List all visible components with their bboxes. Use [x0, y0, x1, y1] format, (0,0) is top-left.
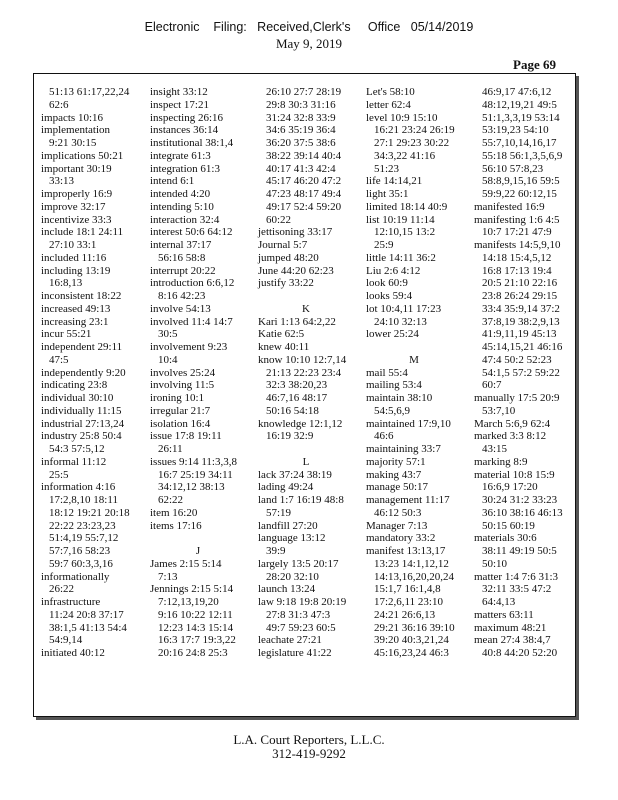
index-line: 36:10 38:16 46:13: [482, 506, 563, 519]
index-line: look 60:9: [366, 277, 408, 290]
index-line: 8:16 42:23: [158, 290, 206, 302]
index-line: 15:1,7 16:1,4,8: [374, 583, 441, 596]
index-line: 22:22 23:23,23: [49, 519, 116, 532]
index-line: 27:10 33:1: [49, 239, 97, 251]
index-line: 47:23 48:17 49:4: [266, 188, 342, 200]
index-line: 18:12 19:21 20:18: [49, 506, 130, 519]
index-line: incur 55:21: [41, 328, 92, 341]
index-line: internal 37:17: [150, 239, 212, 251]
index-line: list 10:19 11:14: [366, 213, 435, 226]
index-line: involves 25:24: [150, 366, 216, 379]
index-line: 40:8 44:20 52:20: [482, 647, 558, 659]
index-line: mandatory 33:2: [366, 532, 436, 545]
index-line: insight 33:12: [150, 86, 208, 98]
index-line: isolation 16:4: [150, 417, 211, 430]
index-line: 12:23 14:3 15:14: [158, 621, 234, 634]
index-line: include 18:1 24:11: [41, 226, 124, 239]
index-line: 33:13: [49, 175, 75, 188]
index-line: 45:17 46:20 47:2: [266, 175, 342, 188]
index-line: incentivize 33:3: [41, 213, 112, 226]
index-line: 31:24 32:8 33:9: [266, 111, 336, 124]
index-line: 37:8,19 38:2,9,13: [482, 315, 560, 328]
index-line: 32:11 33:5 47:2: [482, 583, 552, 596]
index-line: interest 50:6 64:12: [150, 226, 233, 239]
index-line: 30:24 31:2 33:23: [482, 494, 558, 506]
index-line: 47:5: [49, 353, 69, 366]
index-line: interrupt 20:22: [150, 264, 216, 277]
index-line: 55:7,10,14,16,17: [482, 137, 557, 149]
index-line: 16:8,13: [49, 277, 83, 290]
index-line: land 1:7 16:19 48:8: [258, 494, 344, 506]
index-line: 48:12,19,21 49:5: [482, 98, 557, 111]
index-line: knowledge 12:1,12: [258, 417, 343, 430]
index-letter-heading: K: [302, 302, 310, 315]
index-line: 39:20 40:3,21,24: [374, 634, 449, 647]
index-line: lading 49:24: [258, 481, 314, 494]
index-line: 34:6 35:19 36:4: [266, 124, 336, 137]
index-line: marked 3:3 8:12: [474, 430, 547, 443]
index-line: 17:2,6,11 23:10: [374, 596, 443, 608]
index-line: integrate 61:3: [150, 149, 211, 162]
index-line: maintain 38:10: [366, 392, 433, 404]
index-line: 46:9,17 47:6,12: [482, 86, 552, 98]
index-line: included 11:16: [41, 251, 107, 264]
index-line: 25:9: [374, 239, 394, 251]
index-line: maintained 17:9,10: [366, 417, 451, 430]
index-line: 46:12 50:3: [374, 506, 422, 519]
index-line: 7:13: [158, 570, 178, 583]
index-line: increased 49:13: [41, 302, 111, 315]
index-line: management 11:17: [366, 494, 450, 506]
index-line: 59:7 60:3,3,16: [49, 557, 113, 570]
index-line: jettisoning 33:17: [258, 226, 333, 239]
index-line: Liu 2:6 4:12: [366, 264, 421, 277]
index-line: 39:9: [266, 545, 286, 557]
index-line: indicating 23:8: [41, 379, 108, 392]
index-line: manually 17:5 20:9: [474, 392, 560, 404]
index-line: institutional 38:1,4: [150, 137, 234, 149]
index-line: 50:15 60:19: [482, 519, 535, 532]
index-column-3: [258, 86, 354, 660]
index-line: majority 57:1: [366, 455, 426, 468]
index-line: justify 33:22: [258, 277, 314, 290]
index-line: 62:22: [158, 494, 184, 506]
index-line: 34:3,22 41:16: [374, 149, 436, 162]
index-line: implementation: [41, 124, 111, 137]
index-line: 16:19 32:9: [266, 430, 314, 443]
index-line: involving 11:5: [150, 379, 215, 392]
index-line: introduction 6:6,12: [150, 277, 235, 290]
index-line: 50:10: [482, 557, 508, 570]
index-line: manifesting 1:6 4:5: [474, 213, 560, 226]
index-letter-heading: J: [195, 545, 201, 557]
index-line: limited 18:14 40:9: [366, 200, 448, 213]
index-line: 51:1,3,3,19 53:14: [482, 111, 560, 124]
index-line: 45:16,23,24 46:3: [374, 647, 449, 659]
index-line: 51:4,19 55:7,12: [49, 532, 119, 545]
index-line: 49:17 52:4 59:20: [266, 200, 342, 213]
index-line: 12:10,15 13:2: [374, 226, 436, 239]
index-line: 46:6: [374, 430, 394, 443]
index-line: independently 9:20: [41, 366, 126, 379]
index-line: involve 54:13: [150, 302, 211, 315]
index-line: 49:7 59:23 60:5: [266, 621, 336, 634]
index-line: 60:7: [482, 379, 502, 392]
index-line: 58:8,9,15,16 59:5: [482, 175, 560, 188]
index-line: 60:22: [266, 213, 292, 226]
index-line: 33:4 35:9,14 37:2: [482, 302, 560, 315]
index-line: 10:4: [158, 353, 178, 366]
index-letter-heading: M: [409, 353, 419, 366]
blank-line: [258, 443, 354, 456]
index-line: 16:8 17:13 19:4: [482, 264, 552, 277]
index-line: Let's 58:10: [366, 86, 415, 98]
index-line: jumped 48:20: [258, 251, 319, 264]
index-line: 25:5: [49, 468, 69, 481]
index-line: knew 40:11: [258, 341, 310, 353]
index-line: individual 30:10: [41, 392, 114, 404]
index-line: irregular 21:7: [150, 404, 211, 417]
index-line: intended 4:20: [150, 188, 211, 200]
index-line: 50:16 54:18: [266, 404, 319, 417]
index-line: level 10:9 15:10: [366, 111, 438, 124]
index-line: industrial 27:13,24: [41, 417, 125, 430]
index-line: mailing 53:4: [366, 379, 422, 392]
index-line: manifests 14:5,9,10: [474, 239, 561, 251]
index-line: 57:7,16 58:23: [49, 545, 111, 557]
index-line: 62:6: [49, 98, 69, 111]
index-line: materials 30:6: [474, 532, 537, 545]
index-line: mail 55:4: [366, 366, 408, 379]
index-line: 56:10 57:8,23: [482, 162, 544, 175]
index-line: 17:2,8,10 18:11: [49, 494, 118, 506]
index-line: 54:5,6,9: [374, 404, 411, 417]
filing-date: May 9, 2019: [275, 36, 343, 51]
index-line: maintaining 33:7: [366, 443, 441, 455]
index-line: life 14:14,21: [366, 175, 423, 188]
index-line: intend 6:1: [150, 175, 195, 188]
index-line: 45:14,15,21 46:16: [482, 341, 563, 353]
index-line: largely 13:5 20:17: [258, 557, 339, 570]
index-line: 20:5 21:10 22:16: [482, 277, 558, 290]
index-line: leachate 27:21: [258, 634, 322, 647]
index-line: matter 1:4 7:6 31:3: [474, 570, 559, 583]
index-line: legislature 41:22: [258, 647, 332, 659]
index-line: 24:10 32:13: [374, 315, 427, 328]
index-line: independent 29:11: [41, 341, 123, 353]
index-line: manifest 13:13,17: [366, 545, 446, 557]
index-line: instances 36:14: [150, 124, 219, 137]
index-line: 40:17 41:3 42:4: [266, 162, 336, 175]
index-line: 53:7,10: [482, 404, 516, 417]
index-line: 26:10 27:7 28:19: [266, 86, 342, 98]
index-line: 28:20 32:10: [266, 570, 319, 583]
index-line: including 13:19: [41, 264, 111, 277]
index-line: 47:4 50:2 52:23: [482, 353, 552, 366]
index-line: impacts 10:16: [41, 111, 104, 124]
index-line: issue 17:8 19:11: [150, 430, 222, 443]
index-line: little 14:11 36:2: [366, 251, 436, 264]
index-line: infrastructure: [41, 596, 101, 608]
index-line: manage 50:17: [366, 481, 429, 494]
index-line: 38:22 39:14 40:4: [266, 149, 342, 162]
index-line: 36:20 37:5 38:6: [266, 137, 336, 149]
index-line: Journal 5:7: [258, 239, 308, 251]
index-line: 26:22: [49, 583, 75, 596]
index-line: 38:1,5 41:13 54:4: [49, 621, 127, 634]
index-column-4: [366, 86, 462, 660]
filing-stamp: Electronic Filing: Received,Clerk's Office 05/14/2019: [144, 20, 474, 34]
blank-line: [366, 341, 462, 354]
index-line: matters 63:11: [474, 608, 534, 621]
index-line: implications 50:21: [41, 149, 124, 162]
index-line: 27:8 31:3 47:3: [266, 608, 331, 621]
index-line: material 10:8 15:9: [474, 468, 555, 481]
index-line: inspecting 26:16: [150, 111, 224, 124]
index-line: informationally: [41, 570, 110, 583]
index-column-5: [474, 86, 570, 660]
index-line: issues 9:14 11:3,3,8: [150, 455, 237, 468]
index-line: initiated 40:12: [41, 647, 105, 659]
index-line: 10:7 17:21 47:9: [482, 226, 552, 239]
index-line: law 9:18 19:8 20:19: [258, 596, 347, 608]
index-line: launch 13:24: [258, 583, 316, 596]
index-line: 38:11 49:19 50:5: [482, 545, 557, 557]
blank-line: [150, 532, 246, 545]
index-column-2: [150, 86, 246, 660]
index-line: 24:21 26:6,13: [374, 608, 436, 621]
index-line: 46:7,16 48:17: [266, 392, 328, 404]
index-line: 32:3 38:20,23: [266, 379, 328, 392]
index-line: 54:9,14: [49, 634, 83, 647]
court-reporter-name: L.A. Court Reporters, L.L.C.: [233, 732, 385, 747]
index-line: March 5:6,9 62:4: [474, 417, 551, 430]
index-line: integration 61:3: [150, 162, 220, 175]
index-line: 26:11: [158, 443, 183, 455]
index-line: 16:21 23:24 26:19: [374, 124, 455, 137]
index-line: 43:15: [482, 443, 508, 455]
index-line: 7:12,13,19,20: [158, 596, 219, 608]
index-column-1: [41, 86, 137, 660]
index-line: James 2:15 5:14: [150, 557, 222, 570]
index-line: 9:16 10:22 12:11: [158, 608, 233, 621]
index-line: 55:18 56:1,3,5,6,9: [482, 149, 563, 162]
index-line: 56:16 58:8: [158, 251, 206, 264]
index-line: involvement 9:23: [150, 341, 228, 353]
index-line: 54:3 57:5,12: [49, 443, 105, 455]
index-line: 9:21 30:15: [49, 137, 97, 149]
index-line: improve 32:17: [41, 200, 106, 213]
index-line: inconsistent 18:22: [41, 290, 122, 302]
index-line: lower 25:24: [366, 328, 419, 341]
index-line: June 44:20 62:23: [258, 264, 334, 277]
index-line: improperly 16:9: [41, 188, 113, 200]
index-line: letter 62:4: [366, 98, 411, 111]
index-line: 29:8 30:3 31:16: [266, 98, 336, 111]
index-line: language 13:12: [258, 532, 326, 545]
index-line: informal 11:12: [41, 455, 107, 468]
index-line: Kari 1:13 64:2,22: [258, 315, 336, 328]
index-line: Manager 7:13: [366, 519, 428, 532]
index-line: 16:3 17:7 19:3,22: [158, 634, 236, 647]
index-line: making 43:7: [366, 468, 422, 481]
index-line: involved 11:4 14:7: [150, 315, 233, 328]
index-line: industry 25:8 50:4: [41, 430, 122, 443]
index-line: 51:13 61:17,22,24: [49, 86, 130, 98]
index-line: 34:12,12 38:13: [158, 481, 225, 494]
index-line: maximum 48:21: [474, 621, 547, 634]
index-line: looks 59:4: [366, 290, 413, 302]
index-line: Katie 62:5: [258, 328, 305, 341]
index-line: 14:13,16,20,20,24: [374, 570, 455, 583]
index-line: important 30:19: [41, 162, 112, 175]
index-line: 20:16 24:8 25:3: [158, 647, 228, 659]
index-line: light 35:1: [366, 188, 409, 200]
index-line: 29:21 36:16 39:10: [374, 621, 455, 634]
index-letter-heading: L: [302, 455, 310, 468]
index-line: mean 27:4 38:4,7: [474, 634, 551, 647]
index-line: ironing 10:1: [150, 392, 205, 404]
index-line: interaction 32:4: [150, 213, 220, 226]
index-line: 14:18 15:4,5,12: [482, 251, 552, 264]
index-line: 27:1 29:23 30:22: [374, 137, 450, 149]
index-line: lot 10:4,11 17:23: [366, 302, 442, 315]
index-line: intending 5:10: [150, 200, 214, 213]
index-line: marking 8:9: [474, 455, 528, 468]
court-reporter-phone: 312-419-9292: [272, 746, 346, 761]
index-line: know 10:10 12:7,14: [258, 353, 347, 366]
index-line: 30:5: [158, 328, 178, 341]
index-line: 57:19: [266, 506, 292, 519]
index-line: 16:6,9 17:20: [482, 481, 538, 494]
page-number: Page 69: [513, 57, 556, 72]
index-line: 16:7 25:19 34:11: [158, 468, 233, 481]
index-line: 21:13 22:23 23:4: [266, 366, 342, 379]
index-line: 64:4,13: [482, 596, 516, 608]
index-line: manifested 16:9: [474, 200, 545, 213]
index-line: 59:9,22 60:12,15: [482, 188, 557, 200]
index-line: individually 11:15: [41, 404, 122, 417]
index-line: 51:23: [374, 162, 400, 175]
index-line: 53:19,23 54:10: [482, 124, 549, 137]
index-line: 13:23 14:1,12,12: [374, 557, 449, 570]
index-line: Jennings 2:15 5:14: [150, 583, 234, 596]
index-line: information 4:16: [41, 481, 116, 494]
blank-line: [258, 290, 354, 303]
index-line: 23:8 26:24 29:15: [482, 290, 558, 302]
index-line: item 16:20: [150, 506, 198, 519]
index-line: 54:1,5 57:2 59:22: [482, 366, 560, 379]
index-line: 41:9,11,19 45:13: [482, 328, 557, 341]
index-line: 11:24 20:8 37:17: [49, 608, 124, 621]
index-line: inspect 17:21: [150, 98, 209, 111]
index-line: lack 37:24 38:19: [258, 468, 332, 481]
index-line: increasing 23:1: [41, 315, 109, 328]
index-line: landfill 27:20: [258, 519, 318, 532]
index-line: items 17:16: [150, 519, 202, 532]
